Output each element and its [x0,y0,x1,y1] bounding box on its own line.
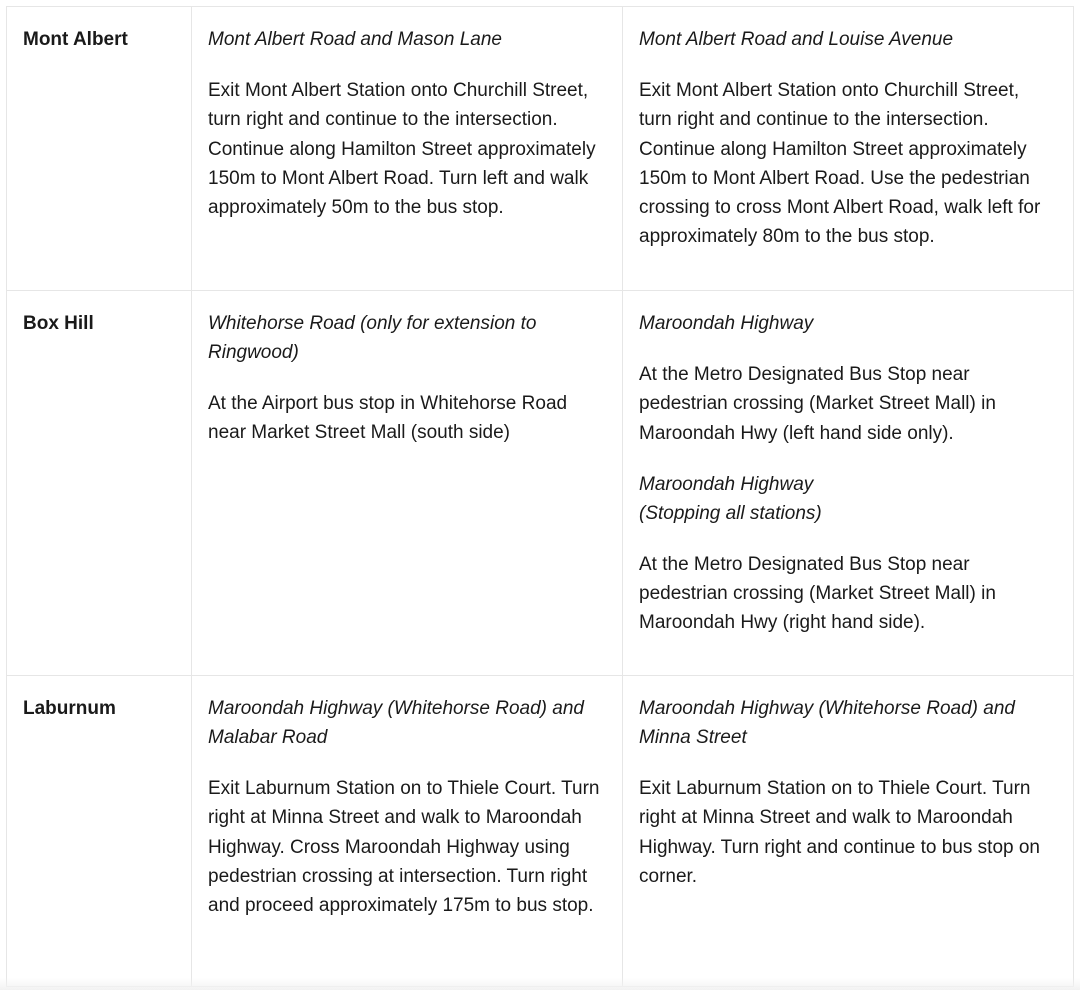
stop-heading: Maroondah Highway (Whitehorse Road) and Malabar Road [208,698,584,748]
station-name: Box Hill [23,313,94,334]
stop-b-cell [623,7,1074,291]
stop-block [639,694,1057,891]
station-cell [7,291,192,676]
stop-block [208,25,606,222]
stop-heading: Maroondah Highway [639,313,814,334]
stop-a-cell [192,676,623,987]
stop-block [639,309,1057,448]
bottom-fade [0,978,1080,990]
station-name: Mont Albert [23,29,128,50]
stop-block [639,25,1057,252]
stop-a-cell [192,7,623,291]
stop-a-cell [192,291,623,676]
stop-directions: At the Airport bus stop in Whitehorse Road near Market Street Mall (south side) [208,393,568,444]
stop-directions: Exit Laburnum Station on to Thiele Court. Turn right at Minna Street and walk to Maroondah Highway. Cross Maroondah Highway using pedestrian crossing at intersection. Turn right and proceed approximately 175m to bus stop. [208,778,600,917]
stop-directions: Exit Mont Albert Station onto Churchill Street, turn right and continue to the intersection. Continue along Hamilton Street approximately 150m to Mont Albert Road. Use the pedestrian crossing to cross Mont Albert Road, walk left for approximately 80m to the bus stop. [639,80,1041,248]
table-row-laburnum [7,676,1074,987]
stop-directions: At the Metro Designated Bus Stop near pedestrian crossing (Market Street Mall) in Maroondah Hwy (left hand side only). [639,364,996,444]
stop-heading: Maroondah Highway (Whitehorse Road) and Minna Street [639,698,1015,748]
stop-directions: Exit Mont Albert Station onto Churchill Street, turn right and continue to the intersection. Continue along Hamilton Street approximately 150m to Mont Albert Road. Turn left and walk approximately 50m to the bus stop. [208,80,596,219]
bus-stop-directions-table [6,6,1074,987]
stop-heading: Whitehorse Road (only for extension to Ringwood) [208,313,537,363]
stop-block [208,309,606,448]
stop-heading: Mont Albert Road and Louise Avenue [639,29,954,50]
stop-heading: Mont Albert Road and Mason Lane [208,29,502,50]
stop-directions: At the Metro Designated Bus Stop near pedestrian crossing (Market Street Mall) in Maroondah Hwy (right hand side). [639,553,996,634]
stop-block [639,470,1057,638]
station-name: Laburnum [23,698,116,719]
stop-block [208,694,606,920]
stop-b-cell [623,676,1074,987]
stop-heading: Maroondah Highway (Stopping all stations) [639,473,822,524]
stop-b-cell [623,291,1074,676]
stop-directions: Exit Laburnum Station on to Thiele Court. Turn right at Minna Street and walk to Maroondah Highway. Turn right and continue to bus stop on corner. [639,778,1041,887]
table-row-mont-albert [7,7,1074,291]
station-cell [7,676,192,987]
table-row-box-hill [7,291,1074,676]
station-cell [7,7,192,291]
